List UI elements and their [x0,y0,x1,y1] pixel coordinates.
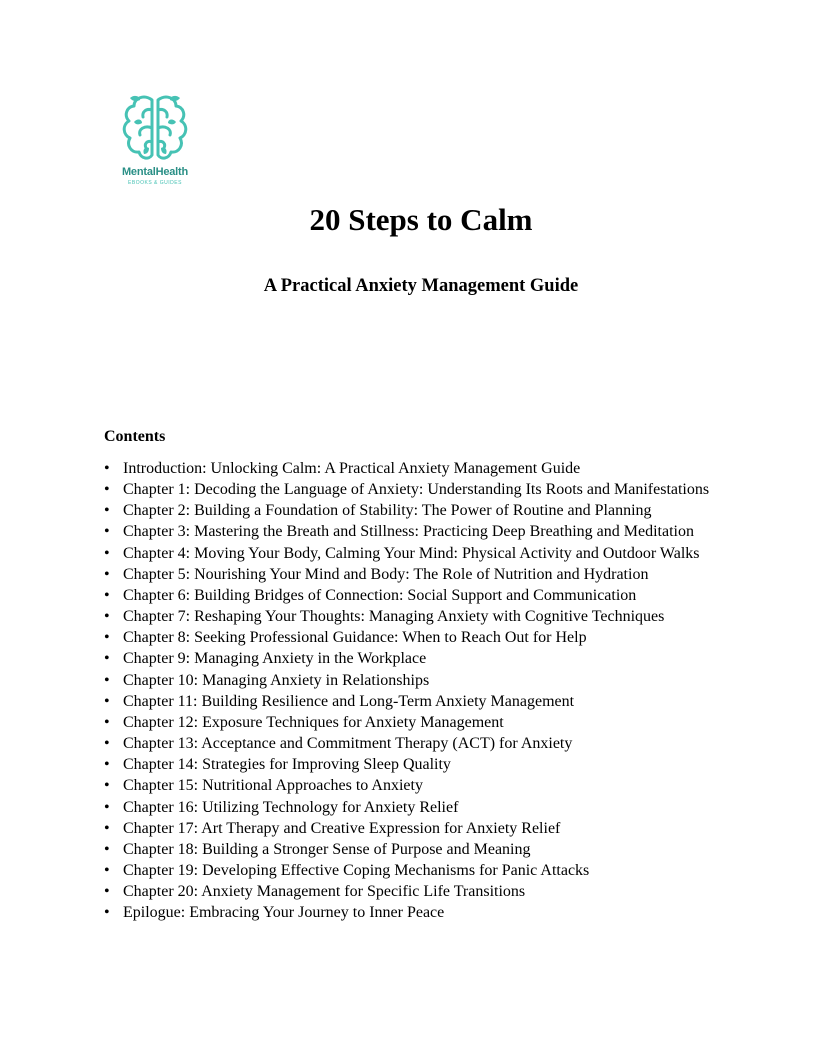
toc-item: • Chapter 16: Utilizing Technology for Anxiety Relief [104,797,784,818]
toc-item: • Chapter 15: Nutritional Approaches to Anxiety [104,775,784,796]
toc-item: • Chapter 9: Managing Anxiety in the Workplace [104,648,784,669]
brand-logo [112,92,202,192]
toc-item: • Chapter 5: Nourishing Your Mind and Body: The Role of Nutrition and Hydration [104,564,784,585]
table-of-contents [104,458,784,923]
contents-heading: Contents [104,428,166,445]
toc-item: • Chapter 13: Acceptance and Commitment Therapy (ACT) for Anxiety [104,733,784,754]
toc-item: • Chapter 8: Seeking Professional Guidance: When to Reach Out for Help [104,627,784,648]
logo-wordmark: MentalHealth [121,166,189,178]
toc-item: • Chapter 11: Building Resilience and Long-Term Anxiety Management [104,691,784,712]
toc-item: • Chapter 3: Mastering the Breath and Stillness: Practicing Deep Breathing and Meditation [104,521,784,542]
toc-item: • Chapter 19: Developing Effective Coping Mechanisms for Panic Attacks [104,860,784,881]
toc-item: • Chapter 2: Building a Foundation of Stability: The Power of Routine and Planning [104,500,784,521]
toc-item: • Chapter 12: Exposure Techniques for Anxiety Management [104,712,784,733]
document-title: 20 Steps to Calm [309,202,533,237]
toc-item: • Chapter 6: Building Bridges of Connection: Social Support and Communication [104,585,784,606]
toc-item: • Chapter 1: Decoding the Language of Anxiety: Understanding Its Roots and Manifestations [104,479,784,500]
toc-item: • Chapter 18: Building a Stronger Sense of Purpose and Meaning [104,839,784,860]
toc-item: • Chapter 4: Moving Your Body, Calming Your Mind: Physical Activity and Outdoor Walks [104,543,784,564]
toc-item: • Introduction: Unlocking Calm: A Practical Anxiety Management Guide [104,458,784,479]
toc-item: • Chapter 14: Strategies for Improving Sleep Quality [104,754,784,775]
brain-leaf-icon [118,92,192,164]
toc-item: • Chapter 20: Anxiety Management for Specific Life Transitions [104,881,784,902]
document-subtitle: A Practical Anxiety Management Guide [263,276,579,296]
toc-item: • Chapter 10: Managing Anxiety in Relationships [104,670,784,691]
toc-item: • Chapter 17: Art Therapy and Creative Expression for Anxiety Relief [104,818,784,839]
toc-item: • Epilogue: Embracing Your Journey to Inner Peace [104,902,784,923]
toc-item: • Chapter 7: Reshaping Your Thoughts: Managing Anxiety with Cognitive Techniques [104,606,784,627]
logo-tagline: EBOOKS & GUIDES [128,180,182,186]
